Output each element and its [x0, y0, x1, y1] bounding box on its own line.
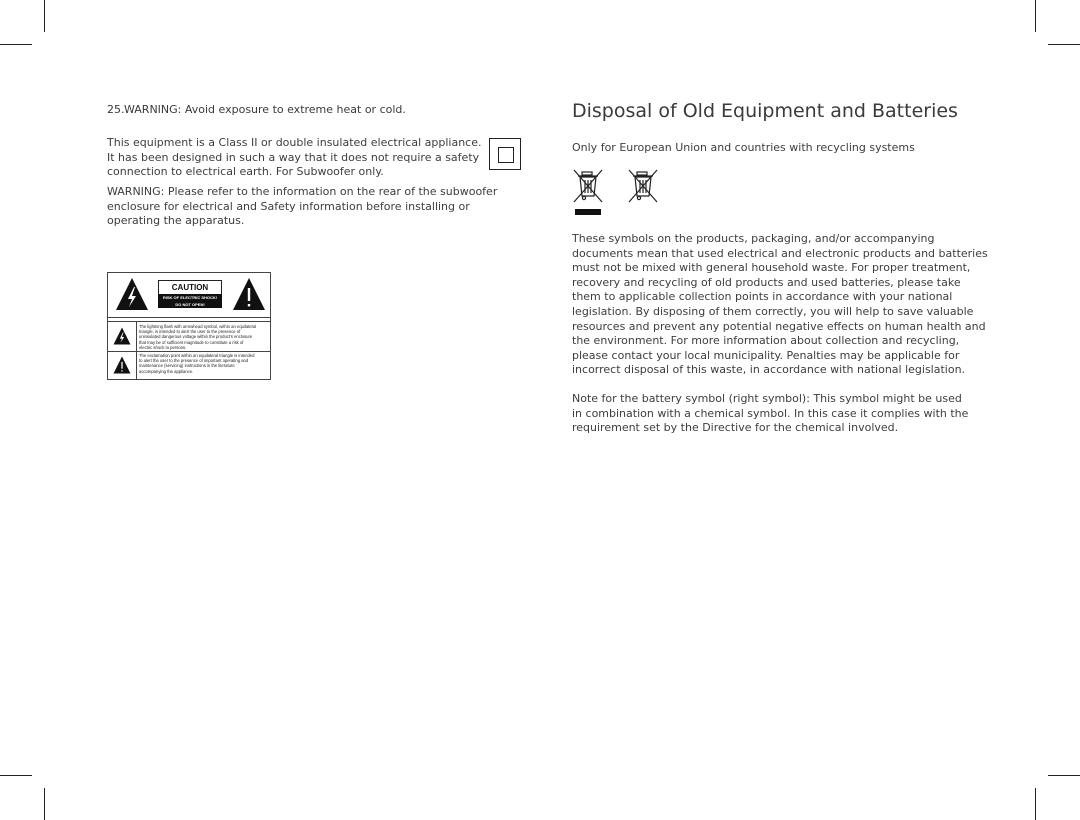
class-ii-double-insulation-icon [489, 138, 521, 170]
battery-note-paragraph: Note for the battery symbol (right symbol): This symbol might be used in combination with a chemical symbol. In this case it complies with the requirement set by the Directive for the chemical involved. [572, 392, 969, 435]
crossed-out-wheelie-bin-icon [627, 168, 661, 208]
subtitle: Only for European Union and countries with recycling systems [572, 141, 915, 154]
caution-subtitle: RISK OF ELECTRIC SHOCK! DO NOT OPEN! [158, 294, 222, 308]
exclamation-explanation-row: The exclamation point within an equilateral triangle is intended to alert the user to the presence of important operating and maintenance (servicing) instructions in the literature accompanying the appliance. [108, 351, 270, 379]
caution-label [107, 272, 271, 380]
lightning-warning-icon [112, 327, 132, 345]
caution-label-header [108, 273, 270, 318]
exclamation-warning-icon [112, 356, 132, 374]
disposal-paragraph: These symbols on the products, packaging, and/or accompanying documents mean that used electrical and electronic products and batteries must not be mixed with general household waste. For proper treatment, recovery and recycling of old products and used batteries, please take them to applicable collection points in accordance with your national legislation. By disposing of them correctly, you will help to save valuable resources and prevent any potential negative effects on human health and the environment. For more information about collection and recycling, please contact your local municipality. Penalties may be applicable for incorrect disposal of this waste, in accordance with national legislation. [572, 232, 988, 377]
subwoofer-warning-paragraph: WARNING: Please refer to the information on the rear of the subwoofer enclosure for electrical and Safety information before installing or operating the apparatus. [107, 185, 498, 228]
page-title: Disposal of Old Equipment and Batteries [572, 100, 958, 122]
crossed-out-wheelie-bin-icon [572, 168, 606, 218]
crop-mark [1035, 0, 1036, 32]
crop-mark [0, 44, 32, 45]
crop-mark [0, 775, 32, 776]
class-ii-paragraph: This equipment is a Class II or double insulated electrical appliance. It has been designed in such a way that it does not require a safety connection to electrical earth. For Subwoofer only. [107, 136, 482, 179]
item-number: 25. [107, 103, 125, 116]
caution-title: CAUTION [158, 280, 222, 295]
lightning-warning-icon [115, 277, 149, 311]
lightning-explanation-row: The lightning flash with arrowhead symbol, within an equilateral triangle, is intended to alert the user to the presence of uninsulated dangerous voltage within the product's enclosure that may be of sufficient magnitude to constitute a risk of electric shock to persons. [108, 321, 270, 352]
crop-mark [44, 788, 45, 820]
heat-warning: WARNING: Avoid exposure to extreme heat or cold. [124, 103, 406, 116]
crop-mark [1048, 775, 1080, 776]
crop-mark [44, 0, 45, 32]
crop-mark [1035, 788, 1036, 820]
crop-mark [1048, 44, 1080, 45]
exclamation-warning-icon [232, 277, 266, 311]
